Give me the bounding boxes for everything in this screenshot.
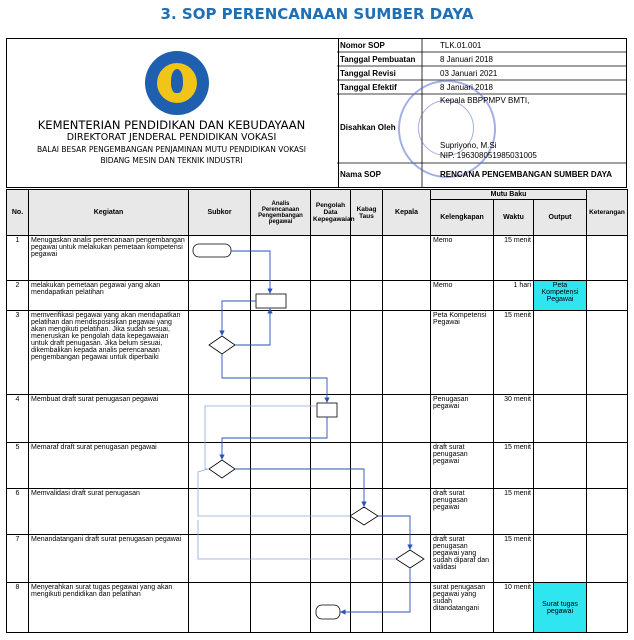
table-row: 3 memverifikasi pegawai yang akan mendapatkan pelatihan dan mendisposisikan pegawai yang akan mengikuti pelatihan. Jika sudah sesuai, meneruskan ke pengolah data kepegawaian untuk draft penugasan. Jika belum sesuai, dikembalikan kepada analis perencanaan pengembangan pegawai untuk diperbaiki Peta Kompetensi Pegawai 15 menit xyxy=(7,311,628,395)
disahkan-label: Disahkan Oleh xyxy=(340,123,396,132)
page-title: 3. SOP PERENCANAAN SUMBER DAYA xyxy=(160,5,474,23)
table-row: 4 Membuat draft surat penugasan pegawai Penugasan pegawai 30 menit xyxy=(7,395,628,443)
flame-icon xyxy=(171,69,183,93)
table-row: 1 Menugaskan analis perencanaan pengembangan pegawai untuk melakukan pemetaan kompetensi pegawai Memo 15 menit xyxy=(7,236,628,281)
org-ministry: KEMENTERIAN PENDIDIKAN DAN KEBUDAYAAN xyxy=(37,118,306,132)
output-badge: Peta Kompetensi Pegawai xyxy=(534,281,587,311)
nomor-value: TLK.01.001 xyxy=(440,41,482,50)
table-row: 2 melakukan pemetaan pegawai yang akan mendapatkan pelatihan Memo 1 hari Peta Kompetensi Pegawai xyxy=(7,281,628,311)
col-no: No. xyxy=(7,190,29,236)
org-institution: BALAI BESAR PENGEMBANGAN PENJAMINAN MUTU PENDIDIKAN VOKASI xyxy=(36,145,307,154)
official-stamp xyxy=(398,80,496,178)
nama-sop-value: RENCANA PENGEMBANGAN SUMBER DAYA xyxy=(440,170,613,179)
col-kelengkapan: Kelengkapan xyxy=(431,200,494,236)
sop-header xyxy=(6,38,627,188)
revisi-value: 03 Januari 2021 xyxy=(440,69,498,78)
efektif-label: Tanggal Efektif xyxy=(340,83,397,92)
tut-wuri-handayani-logo xyxy=(145,51,209,115)
output-badge: Surat tugas pegawai xyxy=(534,583,587,633)
col-kegiatan: Kegiatan xyxy=(29,190,189,236)
table-row: 8 Menyerahkan surat tugas pegawai yang akan mengikuti pendidikan dan pelatihan surat penugasan pegawai yang sudah ditandatangani 10 menit Surat tugas pegawai xyxy=(7,583,628,633)
col-kabag: Kabag Taus xyxy=(351,190,383,236)
col-kepala: Kepala xyxy=(383,190,431,236)
disahkan-nip: NIP. 196308051985031005 xyxy=(440,151,537,160)
col-analis: Analis Perencanaan Pengembangan pegawai xyxy=(251,190,311,236)
disahkan-title: Kepala BBPPMPV BMTI, xyxy=(440,96,530,105)
revisi-label: Tanggal Revisi xyxy=(340,69,396,78)
col-output: Output xyxy=(534,200,587,236)
col-pengolah: Pengolah Data Kepegawaian xyxy=(311,190,351,236)
nama-sop-label: Nama SOP xyxy=(340,170,381,179)
col-subkor: Subkor xyxy=(189,190,251,236)
table-row: 5 Memaraf draft surat penugasan pegawai draft surat penugasan pegawai 15 menit xyxy=(7,443,628,489)
pembuatan-value: 8 Januari 2018 xyxy=(440,55,493,64)
sop-table xyxy=(6,189,628,633)
pembuatan-label: Tanggal Pembuatan xyxy=(340,55,416,64)
efektif-value: 8 Januari 2018 xyxy=(440,83,493,92)
disahkan-name: Supriyono, M.Si xyxy=(440,141,497,150)
org-division: BIDANG MESIN DAN TEKNIK INDUSTRI xyxy=(100,156,243,165)
nomor-label: Nomor SOP xyxy=(340,41,385,50)
org-directorate: DIREKTORAT JENDERAL PENDIDIKAN VOKASI xyxy=(66,132,277,143)
col-keterangan: Keterangan xyxy=(587,190,628,236)
table-row: 7 Menandatangani draft surat penugasan pegawai draft surat penugasan pegawai yang sudah diparaf dan validasi 15 menit xyxy=(7,535,628,583)
col-waktu: Waktu xyxy=(494,200,534,236)
col-mutu-baku: Mutu Baku xyxy=(431,190,587,200)
table-row: 6 Memvalidasi draft surat penugasan draft surat penugasan pegawai 15 menit xyxy=(7,489,628,535)
